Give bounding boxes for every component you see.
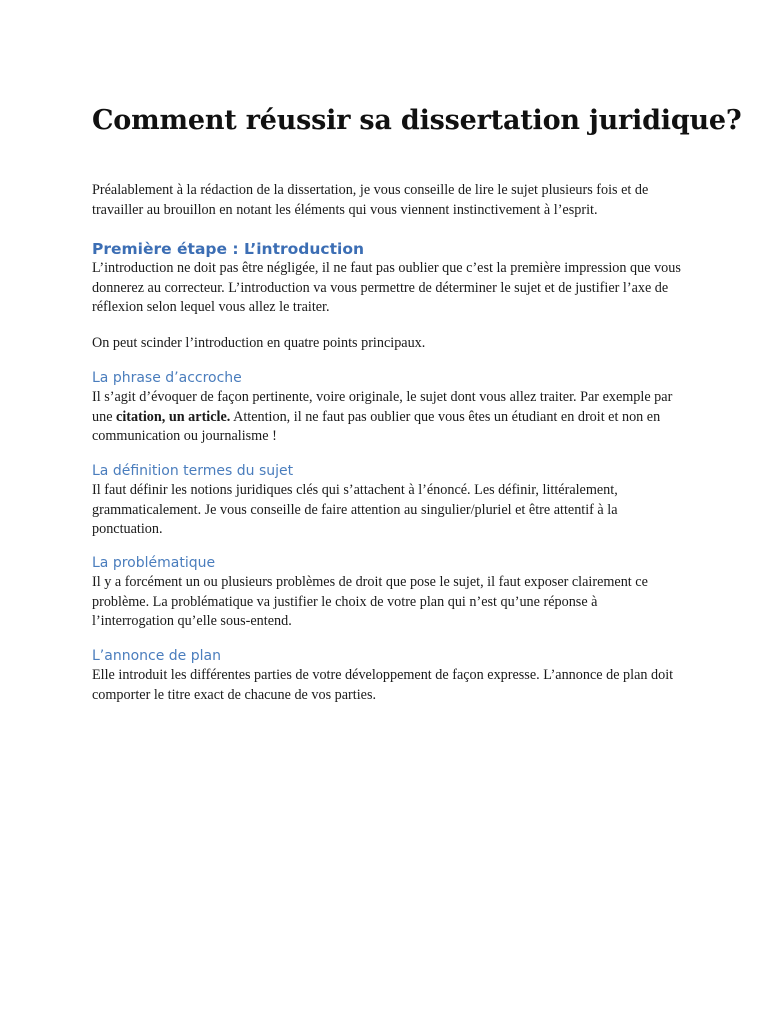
subsection-paragraph: Il y a forcément un ou plusieurs problèmes de droit que pose le sujet, il faut exposer clairement ce problème. La problématique va justifier le choix de votre plan qui n’est qu’une réponse à l’interrogation qu’elle sous-entend. — [92, 574, 648, 629]
subsection-heading: La définition termes du sujet — [92, 463, 294, 479]
page-title: Comment réussir sa dissertation juridique? — [92, 105, 742, 136]
text-segment: Attention, il ne faut pas oublier que vous êtes un étudiant en droit et non en communication ou journalisme ! — [92, 408, 661, 444]
subsection-heading: La phrase d’accroche — [92, 370, 242, 386]
intro-block — [92, 181, 682, 220]
section-heading: Première étape : L’introduction — [92, 240, 364, 258]
subsection-definition — [92, 462, 682, 540]
bold-text-segment: citation, un article. — [116, 408, 231, 425]
subsection-annonce-plan — [92, 647, 682, 705]
intro-paragraph: Préalablement à la rédaction de la dissertation, je vous conseille de lire le sujet plusieurs fois et de travailler au brouillon en notant les éléments qui vous viennent instinctivement à l’esprit. — [92, 182, 649, 218]
section-paragraph: On peut scinder l’introduction en quatre points principaux. — [92, 334, 426, 351]
subsection-heading: La problématique — [92, 555, 216, 571]
subsection-paragraph: Elle introduit les différentes parties de votre développement de façon expresse. L’annonce de plan doit comporter le titre exact de chacune de vos parties. — [92, 667, 674, 703]
section-introduction — [92, 239, 682, 353]
subsection-paragraph: Il faut définir les notions juridiques clés qui s’attachent à l’énoncé. Les définir, littéralement, grammaticalement. Je vous conseille de faire attention au singulier/pluriel et être attentif à la ponctuation. — [92, 482, 618, 537]
subsection-accroche — [92, 369, 682, 447]
text-segment: Il s’agit d’évoquer de façon pertinente, voire originale, le sujet dont vous allez traiter. Par exemple par une — [92, 389, 673, 425]
section-paragraph: L’introduction ne doit pas être négligée, il ne faut pas oublier que c’est la première impression que vous donnerez au correcteur. L’introduction va vous permettre de déterminer le sujet et de justifier l’axe de réflexion selon lequel vous allez le traiter. — [92, 260, 681, 315]
subsection-heading: L’annonce de plan — [92, 648, 221, 664]
subsection-problematique — [92, 554, 682, 632]
subsection-paragraph — [92, 388, 682, 447]
